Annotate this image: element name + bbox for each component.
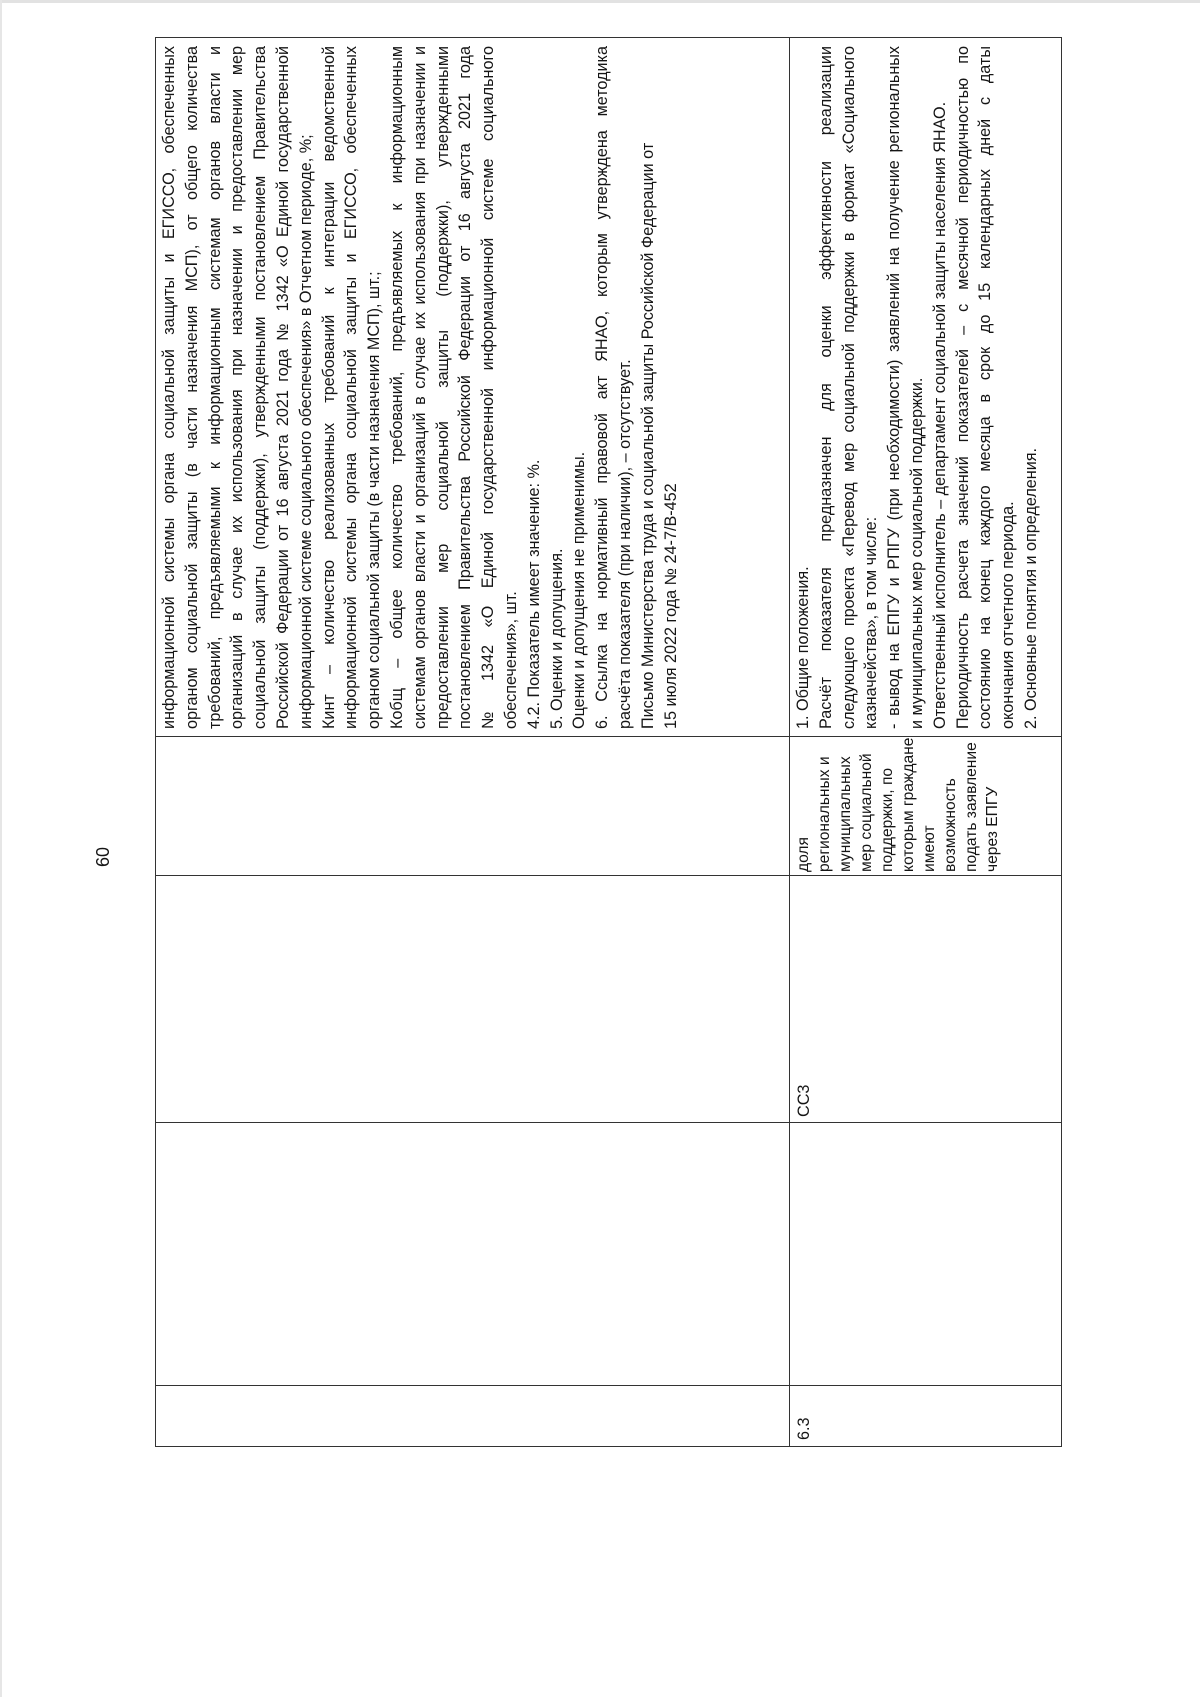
methodology-text-line: состоянию на конец каждого месяца в срок до 15 календарных дней с даты (976, 46, 995, 729)
methodology-text-line: окончания отчетного периода. (999, 501, 1018, 729)
indicator-name-line: муниципальных (837, 756, 854, 872)
indicator-name-line: доля (795, 837, 812, 872)
cell-index (156, 1386, 789, 1446)
cell-code (156, 876, 789, 1123)
methodology-text-line: казначейства», в том числе: (862, 516, 881, 729)
cell-indicator-name (156, 737, 789, 876)
page-number: 60 (93, 846, 113, 868)
methodology-text-line: информационной системы органа социальной защиты и ЕГИССО, обеспеченных (342, 46, 361, 729)
methodology-text-line: Письмо Министерства труда и социальной защиты Российской Федерации от (638, 142, 657, 729)
methodology-text-line: постановлением Правительства Российской Федерации от 16 августа 2021 года (456, 46, 475, 729)
cell-code: СС3 (795, 1084, 813, 1117)
table-row (790, 38, 1062, 1446)
methodology-text-line: Кобщ – общее количество требований, предъявляемых к информационным (387, 46, 406, 729)
methodology-text-line: 6. Ссылка на нормативный правовой акт ЯНАО, которым утверждена методика (593, 46, 612, 729)
indicator-name-line: которым граждане (900, 737, 917, 872)
indicator-name-line: подать заявление (963, 742, 980, 872)
methodology-text-line: Кинт – количество реализованных требований к интеграции ведомственной (319, 46, 338, 729)
table-row (156, 38, 790, 1446)
methodology-text-line: социальной защиты (поддержки), утвержденными постановлением Правительства (251, 46, 270, 729)
indicator-table (155, 37, 1062, 1447)
indicator-name-line: поддержки, по (879, 767, 896, 872)
indicator-name-line: через ЕПГУ (984, 786, 1001, 872)
methodology-text-line: органом социальной защиты (в части назначения МСП), шт.; (365, 271, 384, 729)
methodology-text-line: обеспечения», шт. (501, 591, 520, 729)
indicator-name-line: имеют (921, 825, 938, 872)
methodology-text-line: информационной системы органа социальной защиты и ЕГИССО, обеспеченных (160, 46, 178, 729)
methodology-text-line: предоставлении мер социальной защиты (поддержки), утвержденными (433, 46, 452, 729)
methodology-text-line: № 1342 «О Единой государственной информационной системе социального (479, 46, 498, 729)
methodology-text-line: следующего проекта «Перевод мер социальной поддержки в формат «Социального (839, 46, 858, 729)
methodology-text-line: Периодичность расчета значений показателей – с месячной периодичностью по (953, 46, 972, 729)
methodology-text-line: расчёта показателя (при наличии), – отсутствует. (615, 359, 634, 729)
methodology-text-line: Оценки и допущения не применимы. (570, 451, 589, 729)
methodology-text-line: 4.2. Показатель имеет значение: %. (524, 459, 543, 729)
methodology-text-line: и муниципальных мер социальной поддержки. (907, 377, 926, 729)
methodology-text-line: 1. Общие положения. (794, 566, 812, 729)
methodology-text-line: органом социальной защиты (в части назначения МСП), от общего количества (182, 46, 201, 729)
methodology-text-line: системам органов власти и организаций в случае их использования при назначении и (410, 46, 429, 729)
indicator-name-line: региональных и (816, 756, 833, 872)
methodology-text-line: Расчёт показателя предназначен для оценки эффективности реализации (816, 46, 835, 729)
methodology-text-line: информационной системе социального обеспечения» в Отчетном периоде, %; (296, 134, 315, 729)
methodology-text-line: Ответственный исполнитель – департамент социальной защиты населения ЯНАО. (930, 101, 949, 729)
methodology-text-line: организаций в случае их использования при назначении и предоставлении мер (228, 46, 247, 729)
cell-indicator-name (790, 737, 1062, 876)
indicator-name-line: мер социальной (858, 753, 875, 872)
methodology-text-line: 2. Основные понятия и определения. (1021, 447, 1040, 729)
methodology-text-line: 15 июля 2022 года № 24-7/В-452 (661, 483, 680, 729)
cell-index: 6.3 (795, 1417, 813, 1440)
methodology-text-line: 5. Оценки и допущения. (547, 548, 566, 729)
methodology-text-line: требований, предъявляемыми к информационным системам органов власти и (205, 46, 224, 729)
methodology-text-line: - вывод на ЕПГУ и РПГУ (при необходимости) заявлений на получение региональных (885, 46, 904, 729)
indicator-name-line: возможность (942, 778, 959, 872)
methodology-text-line: Российской Федерации от 16 августа 2021 года № 1342 «О Единой государственной (273, 46, 292, 729)
cell-methodology (790, 38, 1062, 737)
cell-methodology (156, 38, 789, 737)
